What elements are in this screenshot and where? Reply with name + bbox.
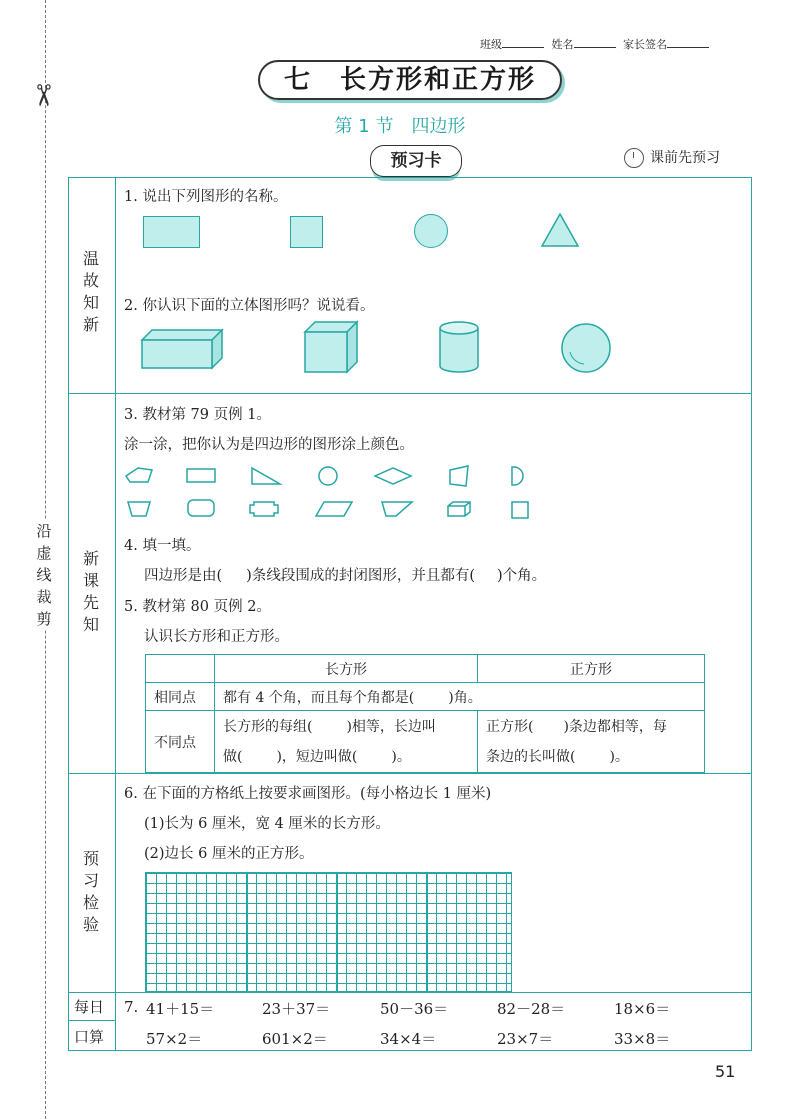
row-label-different: 不同点 bbox=[146, 711, 215, 773]
calc-item: 82－28＝ bbox=[497, 1000, 566, 1018]
row-divider bbox=[68, 992, 752, 993]
circle-shape bbox=[414, 214, 448, 248]
parent-label: 家长签名 bbox=[623, 38, 667, 51]
triangle-shape bbox=[540, 212, 580, 248]
row-diff-rectangle: 长方形的每组( )相等，长边叫 做( )，短边叫做( )。 bbox=[215, 711, 478, 773]
question-4-sentence: 四边形是由( )条线段围成的封闭图形，并且都有( )个角。 bbox=[144, 568, 547, 584]
square-shape bbox=[290, 216, 323, 248]
table-header-rectangle: 长方形 bbox=[215, 655, 478, 683]
question-6-part-1: (1)长为 6 厘米，宽 4 厘米的长方形。 bbox=[144, 816, 390, 832]
question-3: 3. 教材第 79 页例 1。 bbox=[124, 407, 271, 423]
cylinder-shape bbox=[438, 320, 480, 374]
cuboid-shape bbox=[140, 325, 225, 370]
unit-title: 七 长方形和正方形 bbox=[258, 60, 562, 100]
question-7-label: 7. bbox=[124, 998, 139, 1016]
scissors-icon: ✂ bbox=[25, 82, 61, 109]
calc-item: 23×7＝ bbox=[497, 1030, 554, 1048]
section-label-daily: 每日 bbox=[74, 998, 105, 1016]
parent-signature-field[interactable] bbox=[667, 47, 709, 48]
sphere-shape bbox=[560, 322, 612, 374]
rectangle-shape bbox=[143, 216, 200, 248]
question-6: 6. 在下面的方格纸上按要求画图形。(每小格边长 1 厘米) bbox=[124, 786, 492, 802]
row-diff-square: 正方形( )条边都相等，每 条边的长叫做( )。 bbox=[478, 711, 705, 773]
section-label-mental: 口算 bbox=[74, 1028, 105, 1046]
row-divider bbox=[68, 393, 752, 394]
card-badge: 课前先预习 bbox=[624, 147, 720, 168]
calc-item: 50－36＝ bbox=[380, 1000, 449, 1018]
question-5: 5. 教材第 80 页例 2。 bbox=[124, 599, 271, 615]
name-field[interactable] bbox=[574, 47, 616, 48]
calc-item: 601×2＝ bbox=[262, 1030, 328, 1048]
section-label-new: 新 课 先 知 bbox=[82, 549, 99, 634]
label-divider bbox=[115, 177, 116, 992]
calc-item: 41＋15＝ bbox=[146, 1000, 215, 1018]
section-label-check: 预 习 检 验 bbox=[82, 849, 99, 934]
row-divider bbox=[68, 1020, 116, 1021]
calc-item: 23＋37＝ bbox=[262, 1000, 331, 1018]
question-6-part-2: (2)边长 6 厘米的正方形。 bbox=[144, 846, 314, 862]
row-label-same: 相同点 bbox=[146, 683, 215, 711]
table-header-square: 正方形 bbox=[478, 655, 705, 683]
row-same-content: 都有 4 个角，而且每个角都是( )角。 bbox=[215, 683, 705, 711]
section-label-review: 温 故 知 新 bbox=[82, 249, 99, 334]
clock-icon bbox=[624, 148, 644, 168]
calc-item: 18×6＝ bbox=[614, 1000, 671, 1018]
section-title: 第 1 节 四边形 bbox=[334, 116, 466, 137]
cube-shape bbox=[303, 320, 359, 374]
class-label: 班级 bbox=[480, 38, 502, 51]
cut-label: 沿 虚 线 裁 剪 bbox=[34, 520, 54, 630]
class-field[interactable] bbox=[502, 47, 544, 48]
shape-coloring-set bbox=[120, 462, 540, 522]
label-divider-daily bbox=[115, 992, 116, 1050]
grid-paper[interactable] bbox=[145, 872, 512, 992]
question-1: 1. 说出下列图形的名称。 bbox=[124, 189, 288, 205]
calc-item: 34×4＝ bbox=[380, 1030, 437, 1048]
question-4: 4. 填一填。 bbox=[124, 538, 201, 554]
row-divider bbox=[68, 773, 752, 774]
card-title: 预习卡 bbox=[370, 145, 462, 177]
question-5-instruction: 认识长方形和正方形。 bbox=[144, 629, 289, 645]
name-label: 姓名 bbox=[551, 38, 574, 51]
calc-item: 57×2＝ bbox=[146, 1030, 203, 1048]
question-3-instruction: 涂一涂，把你认为是四边形的图形涂上颜色。 bbox=[124, 437, 414, 453]
calc-item: 33×8＝ bbox=[614, 1030, 671, 1048]
question-2: 2. 你认识下面的立体图形吗？说说看。 bbox=[124, 298, 375, 314]
comparison-table bbox=[145, 654, 705, 773]
header-fields bbox=[480, 36, 713, 52]
page-number: 51 bbox=[715, 1062, 736, 1081]
